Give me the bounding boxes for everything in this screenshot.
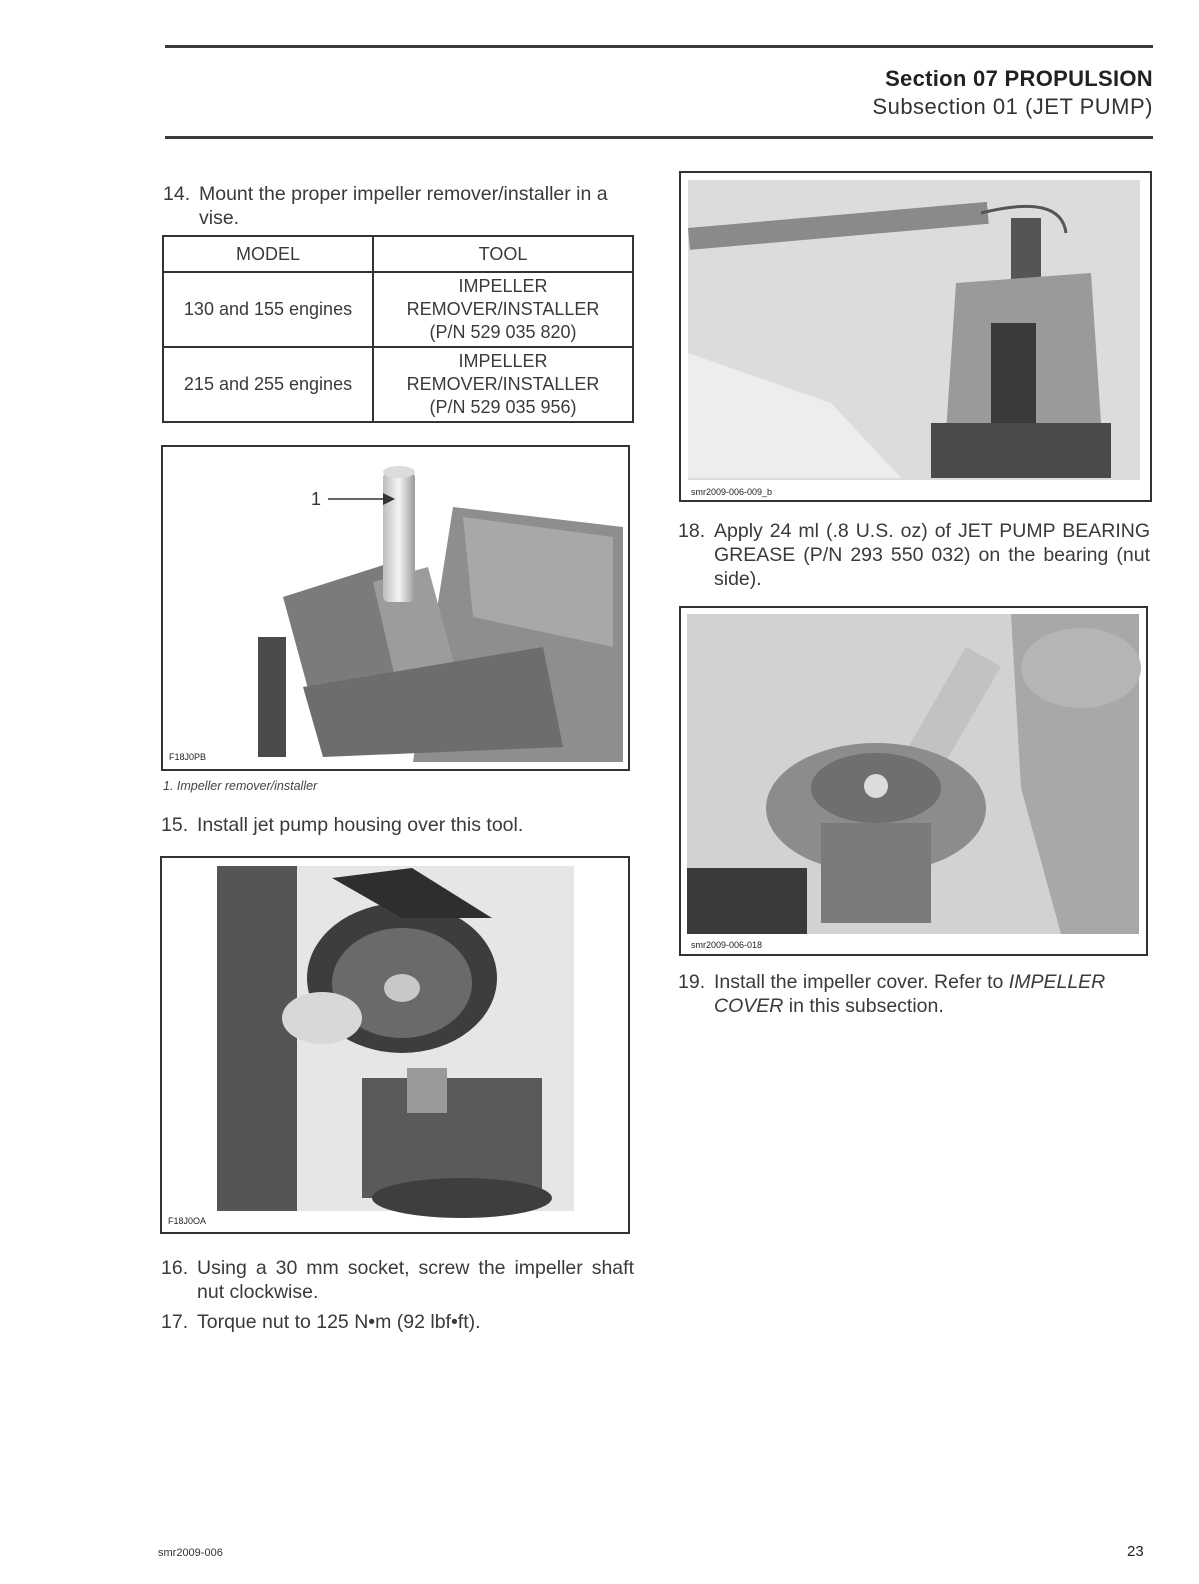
figure-code: F18J0PB [169,752,207,762]
header-bottom-rule [165,136,1153,139]
step-text: Mount the proper impeller remover/installer in a vise. [199,183,608,229]
figure-grease-application [679,606,1148,956]
figure-impeller-tool-in-vise [161,445,630,771]
step-19 [678,970,1150,1018]
step-text: Using a 30 mm socket, screw the impeller shaft nut clockwise. [197,1257,634,1303]
tool-line: (P/N 529 035 820) [429,322,577,342]
section-title: Section 07 PROPULSION [885,66,1153,91]
table-cell-tool [373,347,633,422]
tool-line: REMOVER/INSTALLER [406,299,600,319]
tool-line: (P/N 529 035 956) [429,397,577,417]
step-text: Install jet pump housing over this tool. [197,814,524,836]
step-number: 19. [678,971,706,993]
step-number: 18. [678,520,706,542]
step-text: Torque nut to 125 N•m (92 lbf•ft). [197,1311,481,1333]
photo-torque-wrench [681,173,1150,500]
step-15 [161,813,636,837]
tool-table [162,235,634,423]
figure-torque-wrench [679,171,1152,502]
step-number: 14. [163,183,191,205]
figure-code: smr2009-006-018 [691,940,763,950]
step-text: Apply 24 ml (.8 U.S. oz) of JET PUMP BEARING GREASE (P/N 293 550 032) on the bearing (nut side). [714,520,1150,590]
step-number: 17. [161,1311,189,1333]
figure-code: F18J0OA [168,1216,207,1226]
footer-doc-code: smr2009-006 [158,1547,223,1559]
callout-arrow [328,489,408,509]
step-text-after: in this subsection. [783,995,944,1017]
step-text-before: Install the impeller cover. Refer to [714,971,1009,993]
header-top-rule [165,45,1153,48]
subsection-title: Subsection 01 (JET PUMP) [872,94,1153,119]
step-number: 16. [161,1257,189,1279]
table-header-model: MODEL [163,236,373,272]
table-cell-model: 215 and 255 engines [163,347,373,422]
table-row [163,347,633,422]
tool-line: IMPELLER [458,351,548,371]
tool-line: REMOVER/INSTALLER [406,374,600,394]
figure-caption: 1. Impeller remover/installer [163,779,318,793]
figure-pump-housing-on-tool [160,856,630,1234]
table-cell-model: 130 and 155 engines [163,272,373,347]
page-number: 23 [1127,1543,1144,1560]
table-row [163,272,633,347]
figure-code: smr2009-006-009_b [691,487,773,497]
cross-reference-link[interactable]: IMPELLER COVER [714,971,1106,1017]
table-header-tool: TOOL [373,236,633,272]
callout-number: 1 [311,489,322,509]
photo-grease-application [681,608,1146,954]
step-14 [163,182,638,230]
step-text [678,970,1150,1018]
step-number: 15. [161,814,189,836]
tool-line: IMPELLER [458,276,548,296]
step-18 [678,519,1150,591]
step-16 [161,1256,634,1304]
table-cell-tool [373,272,633,347]
table-header-row [163,236,633,272]
photo-pump-housing [162,858,628,1232]
step-17 [161,1310,634,1334]
